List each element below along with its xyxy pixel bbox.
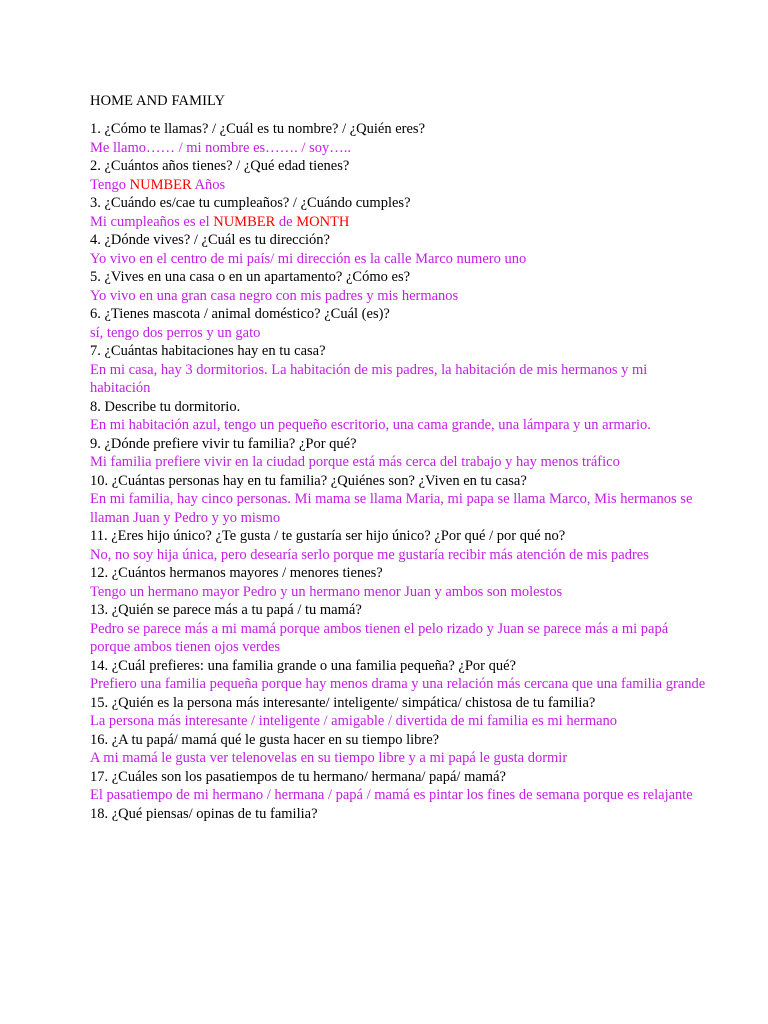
answer-12 [90, 583, 708, 602]
answer-text: sí, tengo dos perros y un gato [90, 324, 261, 341]
answer-text: Tengo [90, 176, 130, 193]
answer-17 [90, 786, 708, 805]
placeholder-text: NUMBER [213, 213, 276, 230]
document-title: HOME AND FAMILY [90, 93, 226, 109]
answer-text: de [275, 213, 297, 230]
answer-text: A mi mamá le gusta ver telenovelas en su tiempo libre y a mi papá le gusta dormir [90, 750, 568, 766]
question-14: 14. ¿Cuál prefieres: una familia grande o una familia pequeña? ¿Por qué? [90, 657, 516, 674]
question-9: 9. ¿Dónde prefiere vivir tu familia? ¿Por qué? [90, 435, 357, 452]
question-16: 16. ¿A tu papá/ mamá qué le gusta hacer en su tiempo libre? [90, 731, 440, 748]
answer-text: El pasatiempo de mi hermano / hermana / papá / mamá es pintar los fines de semana porque es relajante [90, 787, 693, 803]
answer-text: No, no soy hija única, pero desearía serlo porque me gustaría recibir más atención de mis padres [90, 546, 649, 563]
placeholder-text: MONTH [296, 213, 350, 230]
question-5: 5. ¿Vives en una casa o en un apartamento? ¿Cómo es? [90, 269, 411, 285]
answer-15 [90, 712, 708, 731]
answer-16 [90, 749, 708, 768]
answer-text: En mi casa, hay 3 dormitorios. La habitación de mis padres, la habitación de mis hermanos y mi habitación [90, 361, 648, 396]
answer-text: La persona más interesante / inteligente / amigable / divertida de mi familia es mi hermano [90, 713, 618, 729]
question-15: 15. ¿Quién es la persona más interesante/ inteligente/ simpática/ chistosa de tu familia? [90, 694, 596, 711]
question-11: 11. ¿Eres hijo único? ¿Te gusta / te gustaría ser hijo único? ¿Por qué / por qué no? [90, 528, 566, 544]
answer-text: Prefiero una familia pequeña porque hay menos drama y una relación más cercana que una familia grande [90, 676, 706, 692]
answer-14 [90, 675, 708, 694]
answer-8 [90, 416, 708, 435]
question-13: 13. ¿Quién se parece más a tu papá / tu mamá? [90, 602, 362, 618]
answer-text: Años [191, 176, 226, 193]
question-12: 12. ¿Cuántos hermanos mayores / menores tienes? [90, 565, 383, 581]
question-answer-list [90, 120, 708, 823]
answer-7 [90, 361, 708, 398]
answer-text: Mi familia prefiere vivir en la ciudad porque está más cerca del trabajo y hay menos tráfico [90, 454, 620, 470]
question-7: 7. ¿Cuántas habitaciones hay en tu casa? [90, 343, 326, 359]
question-10: 10. ¿Cuántas personas hay en tu familia? ¿Quiénes son? ¿Viven en tu casa? [90, 472, 527, 489]
answer-11 [90, 546, 708, 565]
answer-text: En mi habitación azul, tengo un pequeño escritorio, una cama grande, una lámpara y un armario. [90, 417, 651, 433]
answer-text: Tengo un hermano mayor Pedro y un hermano menor Juan y ambos son molestos [90, 583, 563, 600]
answer-9 [90, 453, 708, 472]
question-8: 8. Describe tu dormitorio. [90, 398, 241, 415]
answer-text: Yo vivo en una gran casa negro con mis padres y mis hermanos [90, 287, 459, 304]
answer-3 [90, 213, 708, 232]
answer-4 [90, 250, 708, 269]
question-18: 18. ¿Qué piensas/ opinas de tu familia? [90, 805, 318, 822]
question-4: 4. ¿Dónde vives? / ¿Cuál es tu dirección? [90, 232, 330, 248]
answer-text: En mi familia, hay cinco personas. Mi mama se llama Maria, mi papa se llama Marco, Mis hermanos se llaman Juan y Pedro y yo mismo [90, 491, 693, 526]
question-3: 3. ¿Cuándo es/cae tu cumpleaños? / ¿Cuándo cumples? [90, 195, 411, 211]
answer-2 [90, 176, 708, 195]
question-2: 2. ¿Cuántos años tienes? / ¿Qué edad tienes? [90, 158, 350, 174]
question-6: 6. ¿Tienes mascota / animal doméstico? ¿Cuál (es)? [90, 306, 390, 322]
answer-5 [90, 287, 708, 306]
answer-10 [90, 490, 708, 527]
answer-text: Yo vivo en el centro de mi país/ mi dirección es la calle Marco numero uno [90, 250, 527, 267]
answer-text: Pedro se parece más a mi mamá porque ambos tienen el pelo rizado y Juan se parece más a mi papá porque ambos tienen ojos verdes [90, 620, 669, 655]
question-17: 17. ¿Cuáles son los pasatiempos de tu hermano/ hermana/ papá/ mamá? [90, 768, 506, 785]
answer-text: Mi cumpleaños es el [90, 213, 214, 230]
question-1: 1. ¿Cómo te llamas? / ¿Cuál es tu nombre? / ¿Quién eres? [90, 121, 426, 137]
answer-text: Me llamo…… / mi nombre es……. / soy….. [90, 139, 351, 156]
answer-1 [90, 139, 708, 158]
answer-13 [90, 620, 708, 657]
placeholder-text: NUMBER [129, 176, 192, 193]
answer-6 [90, 324, 708, 343]
